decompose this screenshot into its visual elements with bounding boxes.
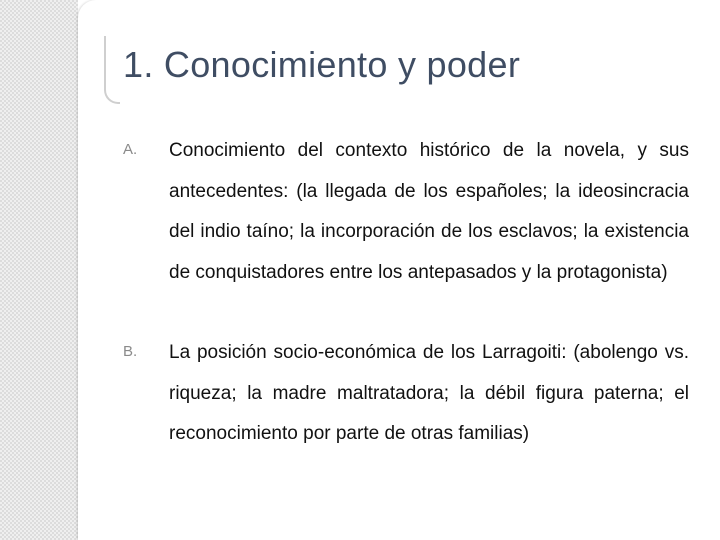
list-item-b-text: La posición socio-económica de los Larragoiti: (abolengo vs. riqueza; la madre maltratadora; la débil figura paterna; el reconocimiento por parte de otras familias) — [169, 342, 689, 444]
list-item-a-text: Conocimiento del contexto histórico de la novela, y sus antecedentes: (la llegada de los españoles; la ideosincracia del indio taíno; la incorporación de los esclavos; la existencia de conquistadores entre los antepasados y la protagonista) — [169, 140, 689, 283]
slide-title: 1. Conocimiento y poder — [123, 44, 521, 85]
list-marker-a: A. — [123, 141, 138, 158]
list-marker-b: B. — [123, 343, 138, 360]
decorative-side-strip — [0, 0, 78, 540]
list-item-a — [123, 131, 693, 293]
list-item-b — [123, 333, 693, 455]
